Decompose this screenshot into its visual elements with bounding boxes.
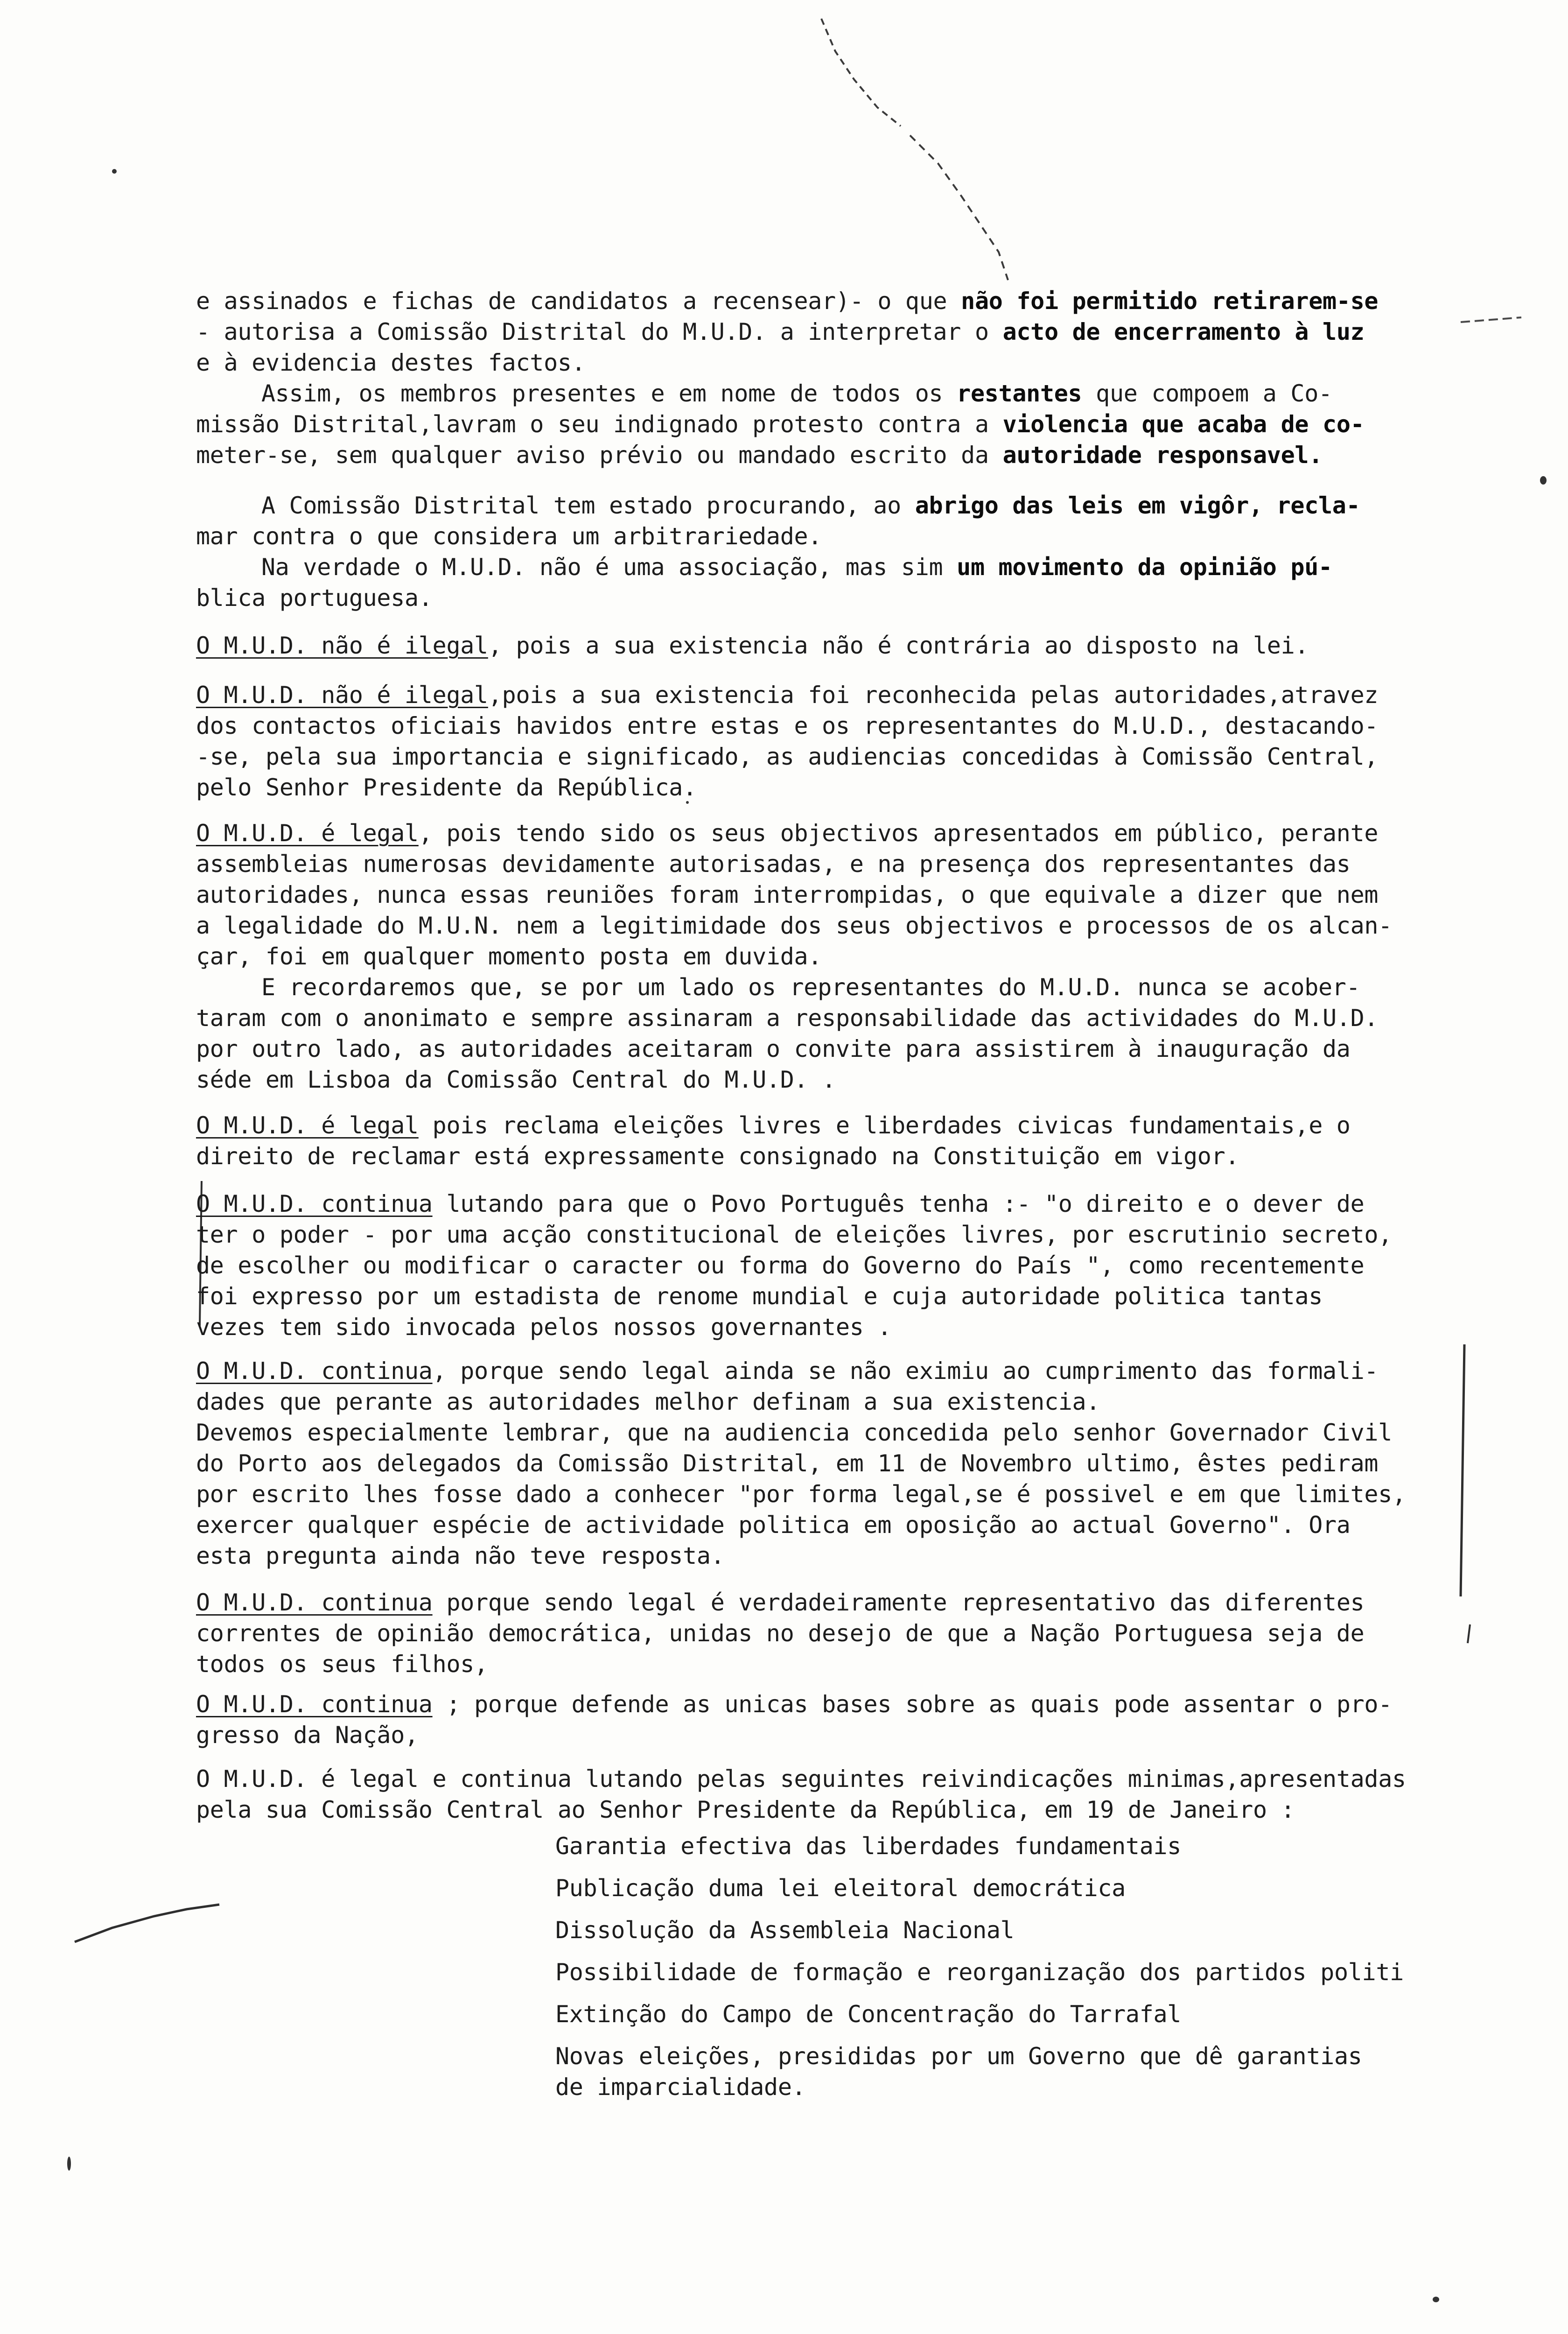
text-line: ter o poder - por uma acção constitucional de eleições livres, por escrutinio secreto, — [196, 1221, 1393, 1248]
margin-bracket-right-2 — [1468, 1624, 1470, 1643]
demand-item: Publicação duma lei eleitoral democrática — [555, 1875, 1126, 1902]
text-line: esta pregunta ainda não teve resposta. — [196, 1542, 725, 1569]
paragraph-legal-2: O M.U.D. é legal pois reclama eleições livres e liberdades civicas fundamentais,e o — [196, 1112, 1351, 1139]
text-line: por outro lado, as autoridades aceitaram o convite para assistirem à inauguração da — [196, 1035, 1351, 1062]
paragraph-continua-1: O M.U.D. continua lutando para que o Povo Português tenha :- "o direito e o dever de — [196, 1190, 1365, 1217]
paragraph-continua-3: O M.U.D. continua porque sendo legal é verdadeiramente representativo das diferentes — [196, 1589, 1365, 1616]
text-line: blica portuguesa. — [196, 584, 433, 612]
text-line: missão Distrital,lavram o seu indignado protesto contra a violencia que acaba de co- — [196, 411, 1365, 438]
text-line: taram com o anonimato e sempre assinaram a responsabilidade das actividades do M.U.D. — [196, 1005, 1379, 1032]
text-line: Assim, os membros presentes e em nome de todos os restantes que compoem a Co- — [261, 380, 1332, 407]
ink-speck — [1433, 2297, 1439, 2302]
paragraph-final: O M.U.D. é legal e continua lutando pelas seguintes reivindicações minimas,apresentadas — [196, 1765, 1406, 1793]
pen-stroke-top — [821, 19, 901, 126]
ink-speck — [67, 2157, 71, 2171]
paragraph-continua-2: O M.U.D. continua, porque sendo legal ainda se não eximiu ao cumprimento das formali- — [196, 1357, 1379, 1385]
text-line: correntes de opinião democrática, unidas no desejo de que a Nação Portuguesa seja de — [196, 1620, 1365, 1647]
text-line: e à evidencia destes factos. — [196, 349, 586, 376]
demand-item-continuation: de imparcialidade. — [555, 2074, 806, 2101]
pen-stroke-left — [75, 1905, 219, 1942]
text-line: A Comissão Distrital tem estado procurando, ao abrigo das leis em vigôr, recla- — [261, 492, 1360, 519]
text-line: E recordaremos que, se por um lado os representantes do M.U.D. nunca se acober- — [261, 974, 1360, 1001]
text-line: dos contactos oficiais havidos entre estas e os representantes do M.U.D., destacando- — [196, 712, 1379, 739]
ink-speck — [1540, 476, 1547, 485]
text-line: gresso da Nação, — [196, 1722, 419, 1749]
text-line: meter-se, sem qualquer aviso prévio ou mandado escrito da autoridade responsavel. — [196, 442, 1323, 469]
text-line: Devemos especialmente lembrar, que na audiencia concedida pelo senhor Governador Civil — [196, 1419, 1393, 1446]
demand-item: Garantia efectiva das liberdades fundamentais — [555, 1833, 1182, 1860]
demand-item: Novas eleições, presididas por um Governo que dê garantias — [555, 2043, 1362, 2070]
text-line: -se, pela sua importancia e significado, as audiencias concedidas à Comissão Central, — [196, 743, 1379, 770]
text-line: Na verdade o M.U.D. não é uma associação, mas sim um movimento da opinião pú- — [261, 554, 1332, 581]
text-line: direito de reclamar está expressamente consignado na Constituição em vigor. — [196, 1143, 1239, 1170]
text-line: exercer qualquer espécie de actividade politica em oposição ao actual Governo". Ora — [196, 1511, 1351, 1539]
text-line: de escolher ou modificar o caracter ou forma do Governo do País ", como recentemente — [196, 1252, 1365, 1279]
text-line: vezes tem sido invocada pelos nossos governantes . — [196, 1314, 892, 1341]
text-line: pela sua Comissão Central ao Senhor Presidente da República, em 19 de Janeiro : — [196, 1796, 1295, 1823]
text-line: por escrito lhes fosse dado a conhecer "por forma legal,se é possivel e em que limites, — [196, 1481, 1406, 1508]
text-line: do Porto aos delegados da Comissão Distrital, em 11 de Novembro ultimo, êstes pediram — [196, 1450, 1379, 1477]
demand-item: Possibilidade de formação e reorganização dos partidos politi — [555, 1959, 1404, 1986]
text-line: pelo Senhor Presidente da República. — [196, 774, 697, 801]
text-line: séde em Lisboa da Comissão Central do M.U.D. . — [196, 1066, 836, 1093]
paragraph-not-illegal-1: O M.U.D. não é ilegal, pois a sua existencia não é contrária ao disposto na lei. — [196, 632, 1309, 659]
ink-speck — [112, 169, 117, 174]
text-line: a legalidade do M.U.N. nem a legitimidade dos seus objectivos e processos de os alcan- — [196, 912, 1393, 939]
pen-stroke-top-2 — [910, 135, 1008, 280]
paragraph-continua-4: O M.U.D. continua ; porque defende as unicas bases sobre as quais pode assentar o pro- — [196, 1691, 1393, 1718]
text-line: dades que perante as autoridades melhor definam a sua existencia. — [196, 1388, 1100, 1415]
text-line: mar contra o que considera um arbitrariedade. — [196, 523, 822, 550]
text-line: assembleias numerosas devidamente autorisadas, e na presença dos representantes das — [196, 851, 1351, 878]
text-line: autoridades, nunca essas reuniões foram interrompidas, o que equivale a dizer que nem — [196, 881, 1379, 908]
paragraph-not-illegal-2: O M.U.D. não é ilegal,pois a sua existencia foi reconhecida pelas autoridades,atravez — [196, 682, 1379, 709]
text-line: e assinados e fichas de candidatos a recensear)- o que não foi permitido retirarem-se — [196, 288, 1379, 315]
paragraph-legal-1: O M.U.D. é legal, pois tendo sido os seus objectivos apresentados em público, perante — [196, 820, 1379, 847]
text-line: çar, foi em qualquer momento posta em duvida. — [196, 943, 822, 970]
demand-item: Dissolução da Assembleia Nacional — [555, 1917, 1015, 1944]
demand-item: Extinção do Campo de Concentração do Tarrafal — [555, 2001, 1182, 2028]
text-line: foi expresso por um estadista de renome mundial e cuja autoridade politica tantas — [196, 1283, 1323, 1310]
pen-stroke-right-dash — [1461, 317, 1521, 322]
text-line: todos os seus filhos, — [196, 1651, 488, 1678]
text-line: - autorisa a Comissão Distrital do M.U.D. a interpretar o acto de encerramento à luz — [196, 318, 1365, 345]
